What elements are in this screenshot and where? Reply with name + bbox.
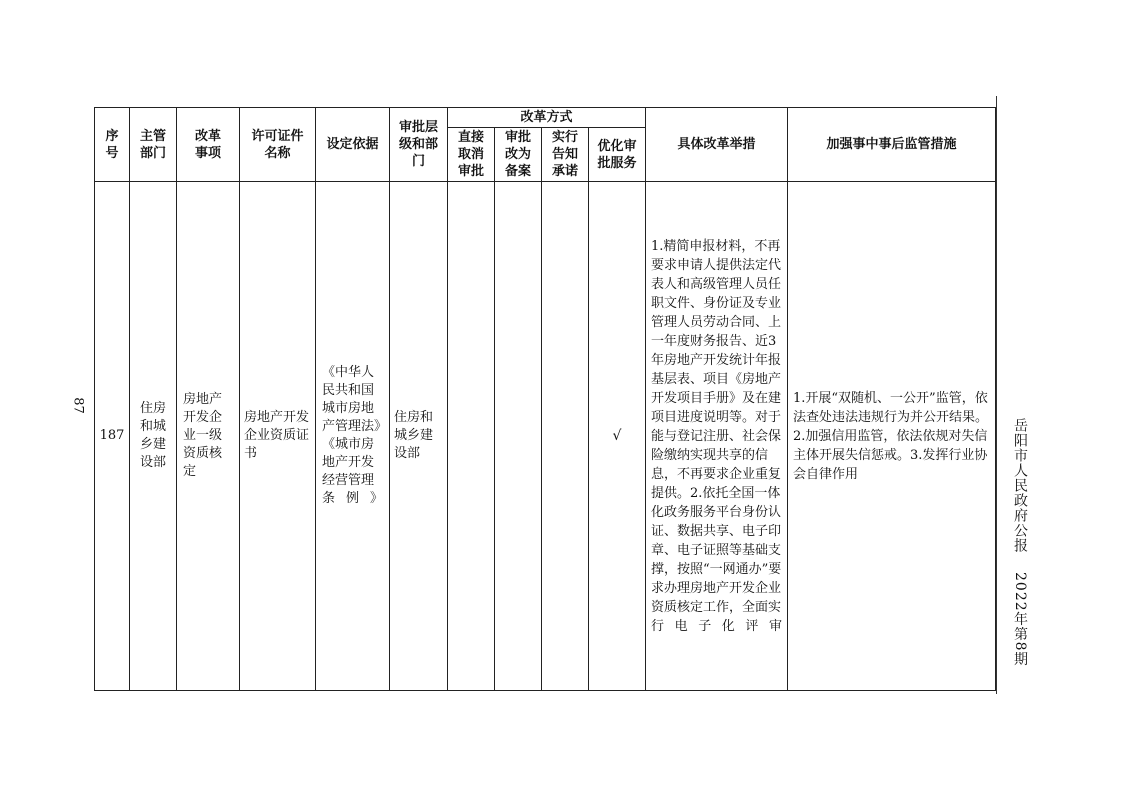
header-level: 审批层级和部门 — [390, 108, 448, 182]
header-mode-notify: 实行告知承诺 — [542, 128, 589, 182]
journal-header — [1004, 418, 1030, 667]
header-item: 改革事项 — [177, 108, 240, 182]
header-mode-filing: 审批改为备案 — [495, 128, 542, 182]
cell-basis: 《中华人民共和国城市房地产管理法》《城市房地产开发经营管理条例》 — [316, 182, 390, 691]
header-measures: 具体改革举措 — [646, 108, 788, 182]
header-basis: 设定依据 — [316, 108, 390, 182]
journal-title: 岳阳市人民政府公报 — [1012, 418, 1028, 553]
page-number: 87 — [70, 397, 86, 414]
side-rule — [996, 96, 997, 694]
cell-mode-optimize-check: √ — [589, 182, 646, 691]
header-seq: 序号 — [95, 108, 130, 182]
cell-dept: 住房和城乡建设部 — [130, 182, 177, 691]
cell-mode-filing — [495, 182, 542, 691]
cell-seq: 187 — [95, 182, 130, 691]
header-dept: 主管部门 — [130, 108, 177, 182]
reform-table — [94, 107, 996, 691]
cell-measures: 1.精简申报材料，不再要求申请人提供法定代表人和高级管理人员任职文件、身份证及专业管理人员劳动合同、上一年度财务报告、近3年房地产开发统计年报基层表、项目《房地产开发项目手册》及在建项目进度说明等。对于能与登记注册、社会保险缴纳实现共享的信息，不再要求企业重复提供。2.依托全国一体化政务服务平台身份认证、数据共享、电子印章、电子证照等基础支撑，按照“一网通办”要求办理房地产开发企业资质核定工作，全面实行电子化评审 — [646, 182, 788, 691]
cell-mode-notify — [542, 182, 589, 691]
header-supervision: 加强事中事后监管措施 — [788, 108, 996, 182]
cell-level: 住房和城乡建设部 — [390, 182, 448, 691]
header-reform-mode: 改革方式 — [448, 108, 646, 128]
cell-supervision: 1.开展“双随机、一公开”监管，依法查处违法违规行为并公开结果。2.加强信用监管，依法依规对失信主体开展失信惩戒。3.发挥行业协会自律作用 — [788, 182, 996, 691]
journal-issue: 2022年第8期 — [1012, 572, 1028, 667]
cell-license: 房地产开发企业资质证书 — [240, 182, 316, 691]
header-mode-cancel: 直接取消审批 — [448, 128, 495, 182]
cell-mode-cancel — [448, 182, 495, 691]
header-mode-optimize: 优化审批服务 — [589, 128, 646, 182]
cell-item: 房地产开发企业一级资质核定 — [177, 182, 240, 691]
header-license: 许可证件名称 — [240, 108, 316, 182]
